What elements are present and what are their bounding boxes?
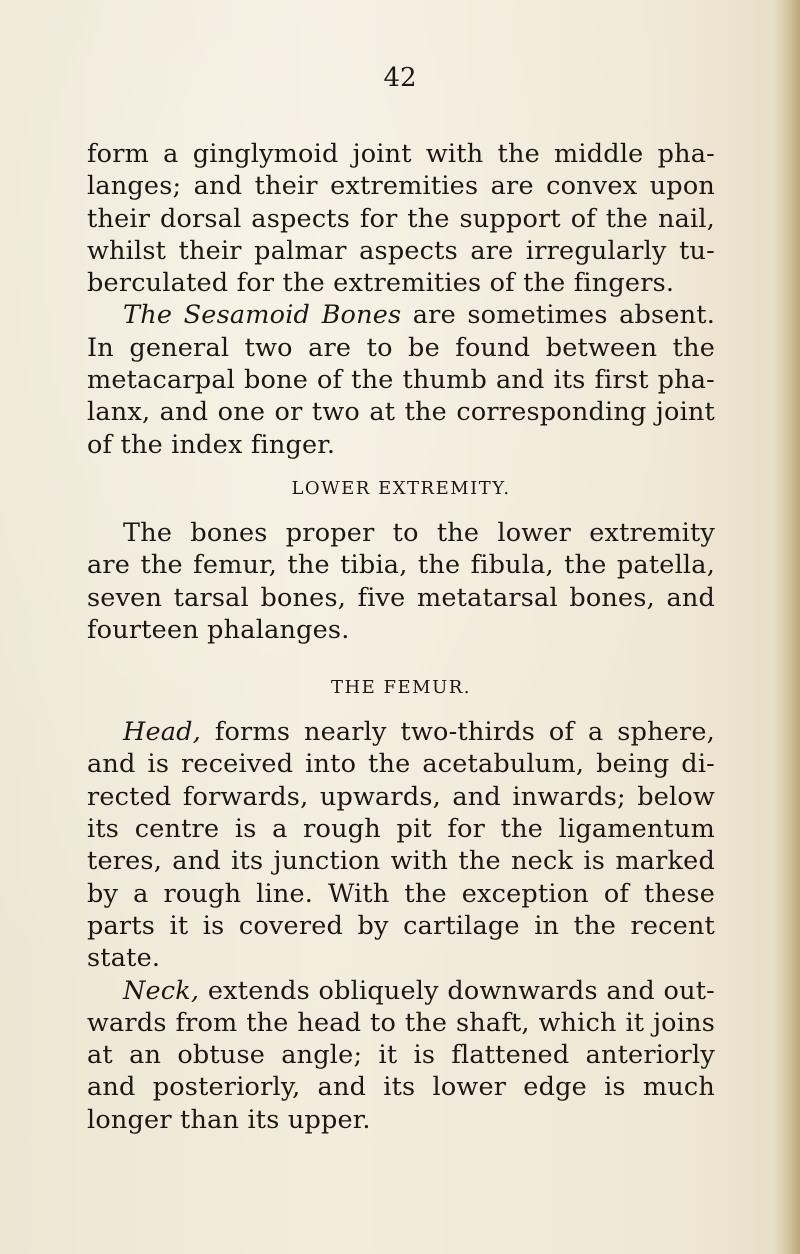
italic-term-sesamoid: The Sesamoid Bones [123,300,402,331]
page-body [87,138,715,1136]
text-line: wards from the head to the shaft, which it joins [87,1007,715,1038]
text-line: parts it is covered by cartilage in the recent [87,910,715,941]
text-line: metacarpal bone of the thumb and its first pha- [87,365,715,396]
text-line: The bones proper to the lower extremity [123,517,715,548]
text-line: longer than its upper. [87,1104,371,1135]
text-line: at an obtuse angle; it is flattened anteriorly [87,1040,715,1071]
text-line: langes; and their extremities are convex upon [87,171,715,202]
text-line: seven tarsal bones, five metatarsal bones, and [87,582,715,613]
section-heading-lower-extremity: LOWER EXTREMITY. [291,477,511,499]
text-line: state. [87,943,161,974]
text-line: In general two are to be found between the [87,332,715,363]
text-line-rest: are sometimes absent. [401,300,716,331]
text-line-rest: forms nearly two-thirds of a sphere, [200,717,715,748]
text-line: of the index finger. [87,429,336,460]
text-line: and posteriorly, and its lower edge is much [87,1072,715,1103]
text-line [87,299,715,331]
text-line: are the femur, the tibia, the fibula, the patella, [87,550,715,581]
text-line: by a rough line. With the exception of these [87,878,715,909]
text-line [87,975,715,1007]
text-line: form a ginglymoid joint with the middle pha- [87,139,715,169]
italic-term-neck: Neck, [123,975,200,1006]
text-line: whilst their palmar aspects are irregularly tu- [87,235,715,266]
text-line: its centre is a rough pit for the ligamentum [87,814,715,845]
text-line: fourteen phalanges. [87,614,350,645]
text-line: teres, and its junction with the neck is marked [87,846,715,877]
text-line: and is received into the acetabulum, being di- [87,749,715,780]
text-line: rected forwards, upwards, and inwards; below [87,781,715,812]
italic-term-head: Head, [123,717,201,748]
section-heading-femur: THE FEMUR. [330,677,472,699]
text-line: berculated for the extremities of the fingers. [87,268,675,299]
text-line-rest: extends obliquely downwards and out- [199,975,715,1006]
page-number: 42 [383,63,417,93]
text-line: lanx, and one or two at the corresponding joint [87,397,715,428]
text-line [87,716,715,748]
text-line: their dorsal aspects for the support of the nail, [87,203,715,234]
page-edge-shadow [774,0,800,1254]
